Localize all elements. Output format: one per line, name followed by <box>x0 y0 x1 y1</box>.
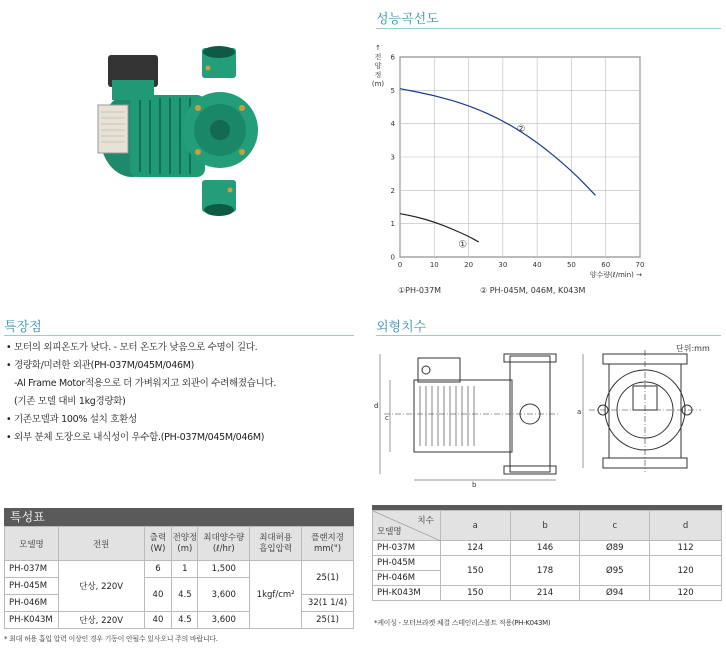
dims-header-a: a <box>440 511 510 541</box>
spec-table-title: 특성표 <box>4 508 354 526</box>
spec-cell-flange: 32(1 1/4) <box>302 595 354 612</box>
dims-table <box>372 510 722 601</box>
dims-row-model: PH-046M <box>373 571 441 586</box>
chart-y-tick-label: 1 <box>390 220 395 229</box>
spec-table <box>4 526 354 629</box>
feature-item: (기존 모델 대비 1kg경량화) <box>14 396 126 407</box>
spec-header-flange: 플랜지경 mm(") <box>302 527 354 561</box>
dims-cell: 112 <box>650 541 722 556</box>
chart-y-tick-label: 4 <box>390 120 395 129</box>
spec-header-pressure: 최대허용 흡입압력 <box>250 527 302 561</box>
chart-series-line <box>400 89 595 196</box>
chart-legend-entry: ①PH-037M <box>398 286 442 295</box>
spec-row-model: PH-045M <box>5 578 59 595</box>
spec-cell-flange: 25(1) <box>302 612 354 629</box>
chart-y-tick-label: 6 <box>390 53 395 62</box>
spec-cell-output: 40 <box>144 578 172 612</box>
chart-x-tick-label: 40 <box>532 261 542 269</box>
chart-x-tick-label: 10 <box>429 261 439 269</box>
features-list <box>6 339 276 447</box>
chart-x-tick-label: 70 <box>635 261 645 269</box>
dims-cell: 150 <box>440 586 510 601</box>
curve-section-title: 성능곡선도 <box>376 12 439 27</box>
dim-label-b: b <box>472 481 477 489</box>
spec-cell-output: 40 <box>144 612 172 629</box>
feature-item: -Al Frame Motor적용으로 더 가벼워지고 외관이 수려해졌습니다. <box>14 378 277 389</box>
dims-section-title: 외형치수 <box>376 320 427 335</box>
features-section-divider <box>4 335 354 336</box>
unit-label: 단위:mm <box>676 344 710 353</box>
dims-cell: 150 <box>440 556 510 586</box>
chart-series-line <box>400 214 479 242</box>
dims-cell: 120 <box>650 586 722 601</box>
spec-header-power: 전원 <box>58 527 144 561</box>
feature-item: • 외부 분체 도장으로 내식성이 우수함.(PH-037M/045M/046M) <box>6 432 265 443</box>
spec-row-model: PH-037M <box>5 561 59 578</box>
spec-note: * 최대 허용 흡입 압력 이상인 경우 기동이 안될수 있사오니 주의 바랍니다. <box>4 635 218 643</box>
dims-header-d: d <box>650 511 722 541</box>
dims-cell: Ø89 <box>580 541 650 556</box>
chart-series-marker: ① <box>458 239 468 251</box>
dims-header-top: 치수 <box>417 516 434 526</box>
dims-header-diagonal <box>373 511 441 541</box>
dims-note: *케이싱 - 모터브라켓 체결 스테인리스볼트 적용(PH-K043M) <box>374 619 551 627</box>
spec-header-flow: 최대양수량 (ℓ/hr) <box>198 527 250 561</box>
dims-cell: Ø94 <box>580 586 650 601</box>
chart-y-tick-label: 0 <box>390 253 395 262</box>
dim-label-a: a <box>577 408 582 416</box>
dims-header-bottom: 모델명 <box>377 527 402 537</box>
spec-cell-head: 4.5 <box>172 578 198 612</box>
spec-cell-head: 1 <box>172 561 198 578</box>
chart-y-axis-label: ↑ 전 양 정 (m) <box>371 44 385 88</box>
chart-legend-entry: ② PH-045M, 046M, K043M <box>480 286 586 295</box>
features-section-title: 특장점 <box>4 320 42 335</box>
feature-item: • 기존모델과 100% 설치 호환성 <box>6 414 137 425</box>
dims-header-b: b <box>510 511 580 541</box>
curve-section-divider <box>376 28 721 29</box>
chart-y-tick-label: 2 <box>390 186 395 195</box>
spec-cell-flange: 25(1) <box>302 561 354 595</box>
feature-item: • 모터의 외피온도가 낮다. - 모터 온도가 낮음으로 수명이 길다. <box>6 342 258 353</box>
dims-header-c: c <box>580 511 650 541</box>
dims-cell: 124 <box>440 541 510 556</box>
chart-x-tick-label: 0 <box>397 261 403 269</box>
spec-cell-output: 6 <box>144 561 172 578</box>
dims-cell: 146 <box>510 541 580 556</box>
performance-chart <box>360 40 726 300</box>
side-view-drawing <box>370 350 560 490</box>
chart-x-tick-label: 20 <box>464 261 474 269</box>
spec-header-model: 모델명 <box>5 527 59 561</box>
spec-header-head: 전양정 (m) <box>172 527 198 561</box>
chart-y-tick-label: 3 <box>390 153 395 162</box>
spec-cell-power: 단상, 220V <box>58 612 144 629</box>
spec-header-output: 출력 (W) <box>144 527 172 561</box>
dim-label-d: d <box>374 402 379 410</box>
chart-x-axis-label: 양수량(ℓ/min) → <box>589 271 642 279</box>
chart-x-tick-label: 30 <box>498 261 508 269</box>
dims-cell: 178 <box>510 556 580 586</box>
spec-cell-pressure: 1kgf/cm² <box>250 561 302 629</box>
feature-item: • 경량화/미려한 외관(PH-037M/045M/046M) <box>6 360 195 371</box>
dims-row-model: PH-K043M <box>373 586 441 601</box>
dims-row-model: PH-037M <box>373 541 441 556</box>
chart-series-marker: ② <box>516 124 526 135</box>
dims-section-divider <box>376 335 721 336</box>
spec-row-model: PH-046M <box>5 595 59 612</box>
spec-cell-power: 단상, 220V <box>58 561 144 612</box>
dim-label-c: c <box>385 414 389 422</box>
pump-image <box>80 40 270 225</box>
spec-cell-flow: 3,600 <box>198 612 250 629</box>
chart-x-tick-label: 60 <box>601 261 611 269</box>
spec-row-model: PH-K043M <box>5 612 59 629</box>
dims-cell: 120 <box>650 556 722 586</box>
dims-cell: 214 <box>510 586 580 601</box>
spec-cell-head: 4.5 <box>172 612 198 629</box>
dims-row-model: PH-045M <box>373 556 441 571</box>
chart-y-tick-label: 5 <box>390 86 395 95</box>
spec-cell-flow: 3,600 <box>198 578 250 612</box>
front-view-drawing <box>575 350 715 480</box>
chart-x-tick-label: 50 <box>566 261 576 269</box>
spec-cell-flow: 1,500 <box>198 561 250 578</box>
dims-cell: Ø95 <box>580 556 650 586</box>
